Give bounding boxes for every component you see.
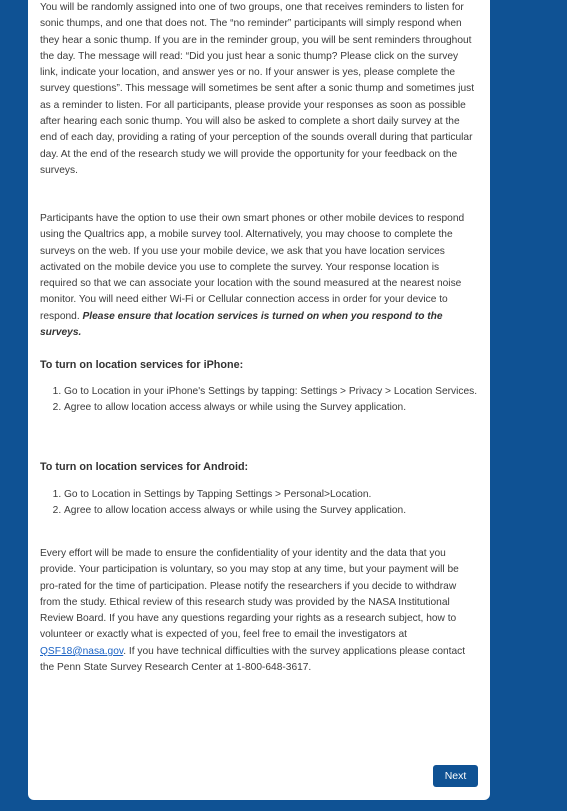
iphone-steps-list [40, 384, 500, 417]
confidentiality-text-end: . If you have technical difficulties with the survey applications please contact the Penn State Survey Research Center at 1-800-648-3617. [40, 645, 466, 674]
confidentiality-paragraph [40, 546, 476, 676]
investigator-email-link[interactable]: QSF18@nasa.gov [40, 645, 124, 657]
confidentiality-text: Every effort will be made to ensure the confidentiality of your identity and the data that you provide. Your participation is voluntary, so you may stop at any time, but your payment will be pro-rated for the time of participation. Please notify the researchers if you decide to withdraw from the study. Ethical review of this research study was provided by the NASA Institutional Review Board. If you have any questions regarding your rights as a research subject, how to volunteer or exactly what is expected of you, feel free to email the investigators at [40, 548, 459, 641]
next-button[interactable]: Next [433, 765, 478, 787]
location-services-emphasis: Please ensure that location services is turned on when you respond to the surveys. [40, 310, 443, 339]
android-step-2: 2. Agree to allow location access always or while using the Survey application. [64, 503, 500, 519]
android-heading: To turn on location services for Android: [40, 461, 249, 473]
intro-paragraph: You will be randomly assigned into one of two groups, one that receives reminders to listen for sonic thumps, and one that does not. The “no reminder” participants will simply respond when they hear a sonic thump. If you are in the reminder group, you will be sent reminders throughout the day. The message will read: “Did you just hear a sonic thump? Please click on the survey link, indicate your location, and answer yes or no. If your answer is yes, please complete the survey questions”. This message will sometimes be sent after a sonic thump and sometimes just as a reminder to listen. For all participants, please provide your responses as soon as possible after hearing each sonic thump. You will also be asked to complete a short daily survey at the end of each day, providing a rating of your perception of the sounds overall during that particular day. At the end of the research study we will provide the opportunity for your feedback on the surveys. [40, 2, 475, 176]
iphone-heading: To turn on location services for iPhone: [40, 359, 244, 371]
android-step-1: 1. Go to Location in Settings by Tapping Settings > Personal>Location. [64, 487, 500, 503]
iphone-step-2: 2. Agree to allow location access always or while using the Survey application. [64, 400, 500, 416]
devices-text: Participants have the option to use their own smart phones or other mobile devices to respond using the Qualtrics app, a mobile survey tool. Alternatively, you may choose to complete the surveys on the web. If you use your mobile device, we ask that you have location services activated on the mobile device you use to complete the survey. Your response location is required so that we can associate your location with the sound measured at the nearest noise monitor. You will need either Wi-Fi or Cellular connection access in order for your device to respond. [40, 213, 465, 322]
android-steps-list [40, 487, 500, 520]
survey-card [28, 0, 490, 800]
iphone-step-1: 1. Go to Location in your iPhone's Settings by tapping: Settings > Privacy > Location Services. [64, 384, 500, 400]
devices-paragraph [40, 211, 476, 341]
